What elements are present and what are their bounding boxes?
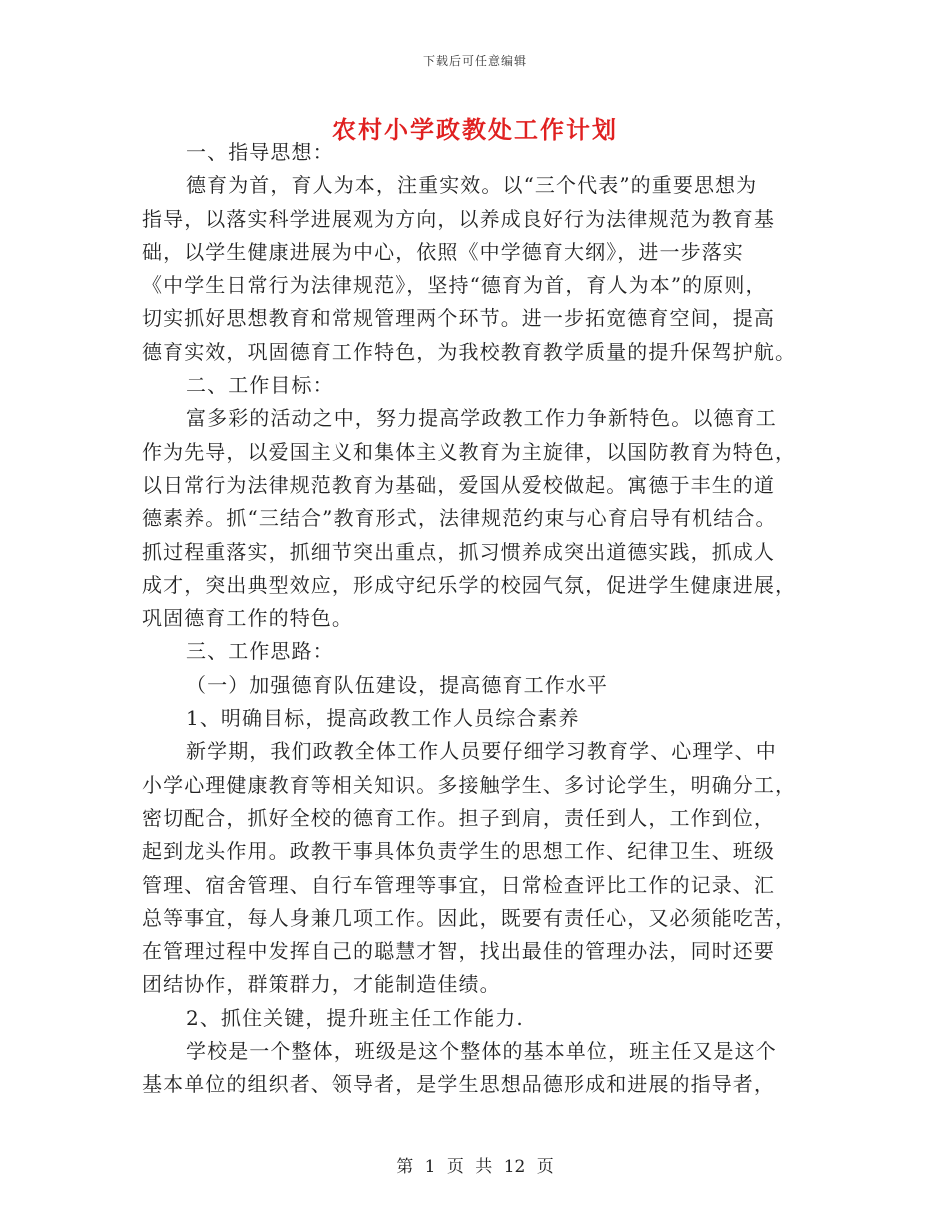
text-line: 德育实效，巩固德育工作特色，为我校教育教学质量的提升保驾护航。	[142, 339, 797, 364]
text-line: 二、工作目标：	[186, 373, 334, 398]
text-line: 三、工作思路：	[186, 639, 334, 664]
text-line: 础，以学生健康进展为中心，依照《中学德育大纲》，进一步落实	[142, 239, 744, 264]
text-line: 总等事宜，每人身兼几项工作。因此，既要有责任心，又必须能吃苦，	[142, 905, 797, 930]
text-line: 作为先导，以爱国主义和集体主义教育为主旋律，以国防教育为特色，	[142, 439, 797, 464]
text-line: 成才，突出典型效应，形成守纪乐学的校园气氛，促进学生健康进展，	[142, 572, 797, 597]
text-line: 抓过程重落实，抓细节突出重点，抓习惯养成突出道德实践，抓成人	[142, 539, 775, 564]
document-title: 农村小学政教处工作计划	[332, 115, 618, 144]
text-line: 切实抓好思想教育和常规管理两个环节。进一步拓宽德育空间，提高	[142, 306, 775, 331]
text-line: 密切配合，抓好全校的德育工作。担子到肩，责任到人，工作到位，	[142, 805, 775, 830]
text-line: 基本单位的组织者、领导者，是学生思想品德形成和进展的指导者，	[142, 1072, 775, 1097]
text-line: 在管理过程中发挥自己的聪慧才智，找出最佳的管理办法，同时还要	[142, 939, 775, 964]
text-line: 新学期，我们政教全体工作人员要仔细学习教育学、心理学、中	[186, 739, 777, 764]
text-line: 1、明确目标，提高政教工作人员综合素养	[186, 706, 580, 731]
page-header-note: 下载后可任意编辑	[422, 54, 527, 68]
text-line: 一、指导思想：	[186, 140, 334, 164]
page-number-footer: 第 1 页 共 12 页	[396, 1157, 554, 1177]
text-line: 管理、宿舍管理、自行车管理等事宜，日常检查评比工作的记录、汇	[142, 872, 775, 897]
text-line: 富多彩的活动之中，努力提高学政教工作力争新特色。以德育工	[186, 406, 777, 431]
text-line: 巩固德育工作的特色。	[142, 606, 353, 631]
text-line: 团结协作，群策群力，才能制造佳绩。	[142, 972, 501, 997]
text-line: 德素养。抓“三结合”教育形式，法律规范约束与心育启导有机结合。	[142, 506, 777, 531]
text-line: 2、抓住关键，提升班主任工作能力.	[186, 1005, 524, 1030]
text-line: （一）加强德育队伍建设，提高德育工作水平	[186, 672, 608, 697]
document-body	[142, 136, 810, 1102]
text-line: 起到龙头作用。政教干事具体负责学生的思想工作、纪律卫生、班级	[142, 839, 775, 864]
text-line: 德育为首，育人为本，注重实效。以“三个代表”的重要思想为	[186, 173, 758, 198]
text-line: 以日常行为法律规范教育为基础，爱国从爱校做起。寓德于丰生的道	[142, 472, 775, 497]
text-line: 指导，以落实科学进展观为方向，以养成良好行为法律规范为教育基	[142, 206, 775, 231]
text-line: 《中学生日常行为法律规范》，坚持“德育为首，育人为本”的原则，	[142, 273, 767, 298]
text-line: 学校是一个整体，班级是这个整体的基本单位，班主任又是这个	[186, 1039, 777, 1064]
text-line: 小学心理健康教育等相关知识。多接触学生、多讨论学生，明确分工，	[142, 772, 797, 797]
